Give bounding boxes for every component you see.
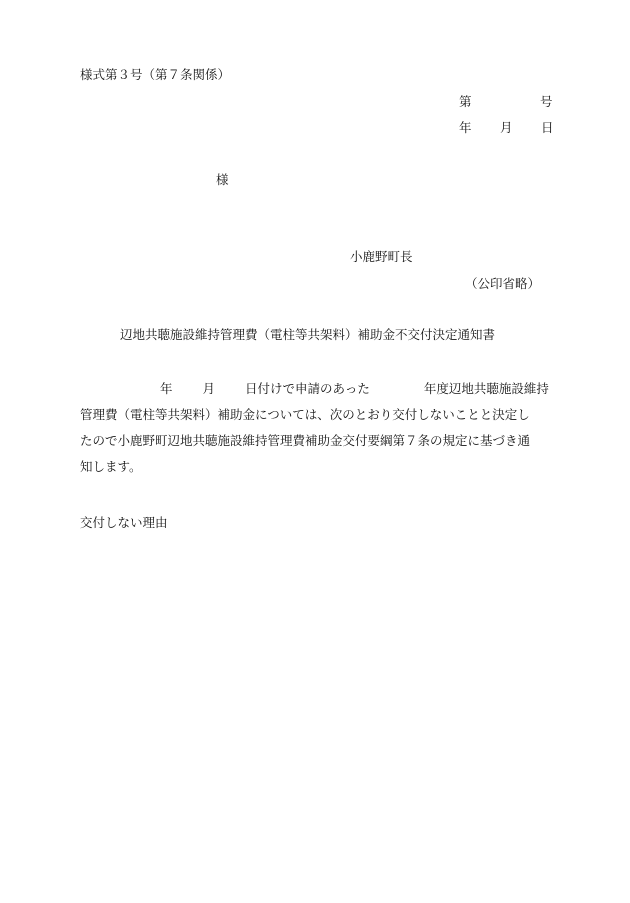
body-line-4: 知します。	[80, 459, 142, 474]
date-month-label: 月	[500, 120, 513, 135]
body-month-label: 月	[202, 381, 216, 396]
body-date-suffix: 日付けで申請のあった	[245, 381, 370, 396]
body-paragraph	[80, 376, 550, 480]
document-number-prefix: 第	[459, 94, 472, 109]
body-line-3: たので小鹿野町辺地共聴施設維持管理費補助金交付要綱第７条の規定に基づき通	[80, 433, 531, 448]
body-line-1	[80, 376, 550, 402]
date-year-label: 年	[459, 120, 472, 135]
body-year-label: 年	[160, 381, 173, 396]
seal-omitted-note: （公印省略）	[465, 276, 541, 291]
document-title: 辺地共聴施設維持管理費（電柱等共架料）補助金不交付決定通知書	[120, 327, 496, 342]
document-number-suffix: 号	[540, 94, 553, 109]
date-day-label: 日	[541, 120, 554, 135]
body-line-2: 管理費（電柱等共架料）補助金については、次のとおり交付しないことと決定し	[80, 407, 530, 422]
form-number: 様式第３号（第７条関係）	[80, 67, 231, 82]
reason-heading: 交付しない理由	[80, 515, 168, 530]
addressee-honorific: 様	[216, 172, 229, 187]
sender-mayor: 小鹿野町長	[350, 249, 413, 264]
body-fiscal-year: 年度辺地共聴施設維持	[423, 381, 549, 396]
